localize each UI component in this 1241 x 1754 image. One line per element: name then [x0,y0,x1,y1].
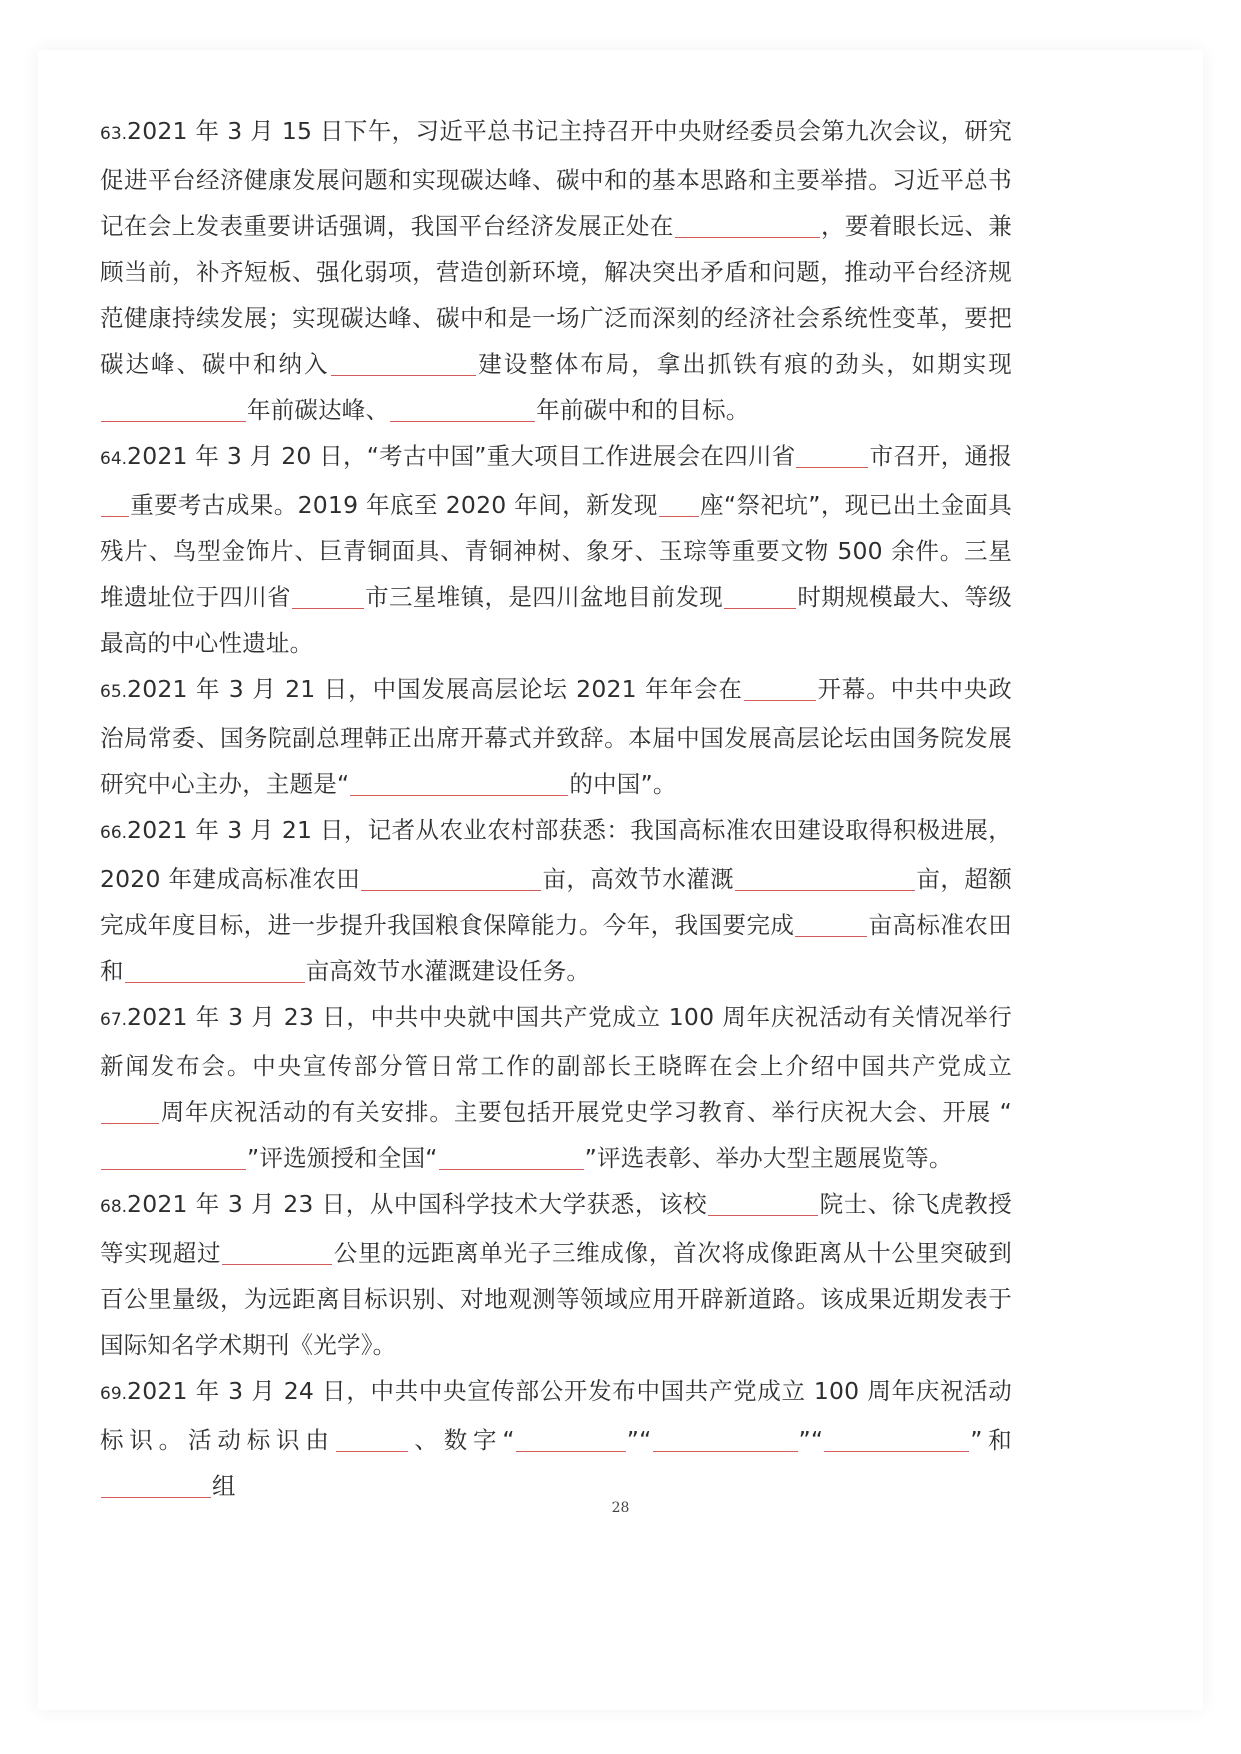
question-text: 2021 年 3 月 23 日，从中国科学技术大学获悉，该校 [127,1190,708,1218]
question-text: ”“ [626,1426,652,1454]
question-text: 重要考古成果。2019 年底至 2020 年间，新发现 [130,491,658,519]
question-number: 68. [100,1197,128,1217]
question-text: ”评选表彰、举办大型主题展览等。 [584,1144,953,1172]
fill-in-blank [101,399,246,422]
question-text: 院士、徐飞虎教授等实现超过 [100,1190,1012,1267]
question-67 [100,994,1012,1181]
fill-in-blank [361,868,541,891]
question-66 [100,807,1012,994]
question-text: 公里的远距离单光子三维成像，首次将成像距离从十公里突破到百公里量级，为远距离目标识别、对地观测等领域应用开辟新道路。该成果近期发表于国际知名学术期刊《光学》。 [100,1239,1012,1359]
question-text: 2021 年 3 月 15 日下午，习近平总书记主持召开中央财经委员会第九次会议，研究促进平台经济健康发展问题和实现碳达峰、碳中和的基本思路和主要举措。习近平总书记在会上发表重要讲话强调，我国平台经济发展正处在 [100,117,1012,240]
fill-in-blank [350,773,568,796]
question-64 [100,433,1012,666]
question-text: 、数字“ [408,1426,515,1454]
fill-in-blank [336,1429,408,1452]
question-text: 时期规模最大、等级最高的中心性遗址。 [100,583,1012,657]
question-text: 2021 年 3 月 21 日，记者从农业农村部获悉：我国高标准农田建设取得积极进展，2020 年建成高标准农田 [100,816,1012,893]
question-text: 开幕。中共中央政治局常委、国务院副总理韩正出席开幕式并致辞。本届中国发展高层论坛由国务院发展研究中心主办，主题是“ [100,675,1012,798]
page-number: 28 [611,1500,630,1516]
question-text: 年前碳中和的目标。 [536,396,750,424]
question-text: 2021 年 3 月 23 日，中共中央就中国共产党成立 100 周年庆祝活动有关情况举行新闻发布会。中央宣传部分管日常工作的副部长王晓晖在会上介绍中国共产党成立 [100,1003,1012,1080]
question-text: ”“ [798,1426,824,1454]
question-text: 周年庆祝活动的有关安排。主要包括开展党史学习教育、举行庆祝大会、开展 “ [160,1098,1012,1126]
question-text: 亩，超额完成年度目标，进一步提升我国粮食保障能力。今年，我国要完成 [100,865,1012,939]
fill-in-blank [675,215,820,238]
fill-in-blank [101,1475,211,1498]
question-text: 年前碳达峰、 [247,396,390,424]
question-text: 的中国”。 [569,770,677,798]
question-text: 座“祭祀坑”，现已出土金面具残片、鸟型金饰片、巨青铜面具、青铜神树、象牙、玉琮等重要文物 500 余件。三星堆遗址位于四川省 [100,491,1013,611]
fill-in-blank [101,1101,159,1124]
question-text: 组 [212,1472,236,1500]
question-text: 2021 年 3 月 24 日，中共中央宣传部公开发布中国共产党成立 100 周年庆祝活动标识。活动标识由 [100,1377,1012,1454]
question-number: 63. [100,124,128,144]
question-text: 市召开，通报 [869,442,1013,470]
question-number: 65. [100,682,128,702]
question-number: 66. [100,823,128,843]
question-number: 67. [100,1010,128,1030]
fill-in-blank [744,678,816,701]
fill-in-blank [439,1147,584,1170]
question-text: ”和 [970,1426,1012,1454]
fill-in-blank [516,1429,626,1452]
fill-in-blank [824,1429,969,1452]
question-69 [100,1368,1012,1509]
question-63 [100,108,1012,433]
question-text: ，要着眼长远、兼顾当前，补齐短板、强化弱项，营造创新环境，解决突出矛盾和问题，推动平台经济规范健康持续发展；实现碳达峰、碳中和是一场广泛而深刻的经济社会系统性变革，要把碳达峰、碳中和纳入 [100,212,1012,378]
question-text: ”评选颁授和全国“ [247,1144,438,1172]
question-text: 建设整体布局，拿出抓铁有痕的劲头，如期实现 [476,350,1012,378]
fill-in-blank [724,586,796,609]
fill-in-blank [796,445,868,468]
fill-in-blank [390,399,535,422]
fill-in-blank [331,353,476,376]
fill-in-blank [101,494,129,517]
question-text: 2021 年 3 月 20 日，“考古中国”重大项目工作进展会在四川省 [127,442,796,470]
question-text: 亩，高效节水灌溉 [542,865,735,893]
fill-in-blank [653,1429,798,1452]
question-text: 2021 年 3 月 21 日，中国发展高层论坛 2021 年年会在 [127,675,743,703]
fill-in-blank [795,914,867,937]
question-list [100,108,1012,1509]
question-text: 亩高效节水灌溉建设任务。 [305,957,591,985]
fill-in-blank [735,868,915,891]
fill-in-blank [125,960,305,983]
question-number: 64. [100,449,128,469]
fill-in-blank [708,1193,818,1216]
question-text: 市三星堆镇，是四川盆地目前发现 [364,583,724,611]
fill-in-blank [101,1147,246,1170]
question-text: 亩高标准农田和 [100,911,1012,985]
question-65 [100,666,1012,807]
question-68 [100,1181,1012,1368]
fill-in-blank [292,586,364,609]
question-number: 69. [100,1384,128,1404]
fill-in-blank [659,494,699,517]
fill-in-blank [222,1242,332,1265]
